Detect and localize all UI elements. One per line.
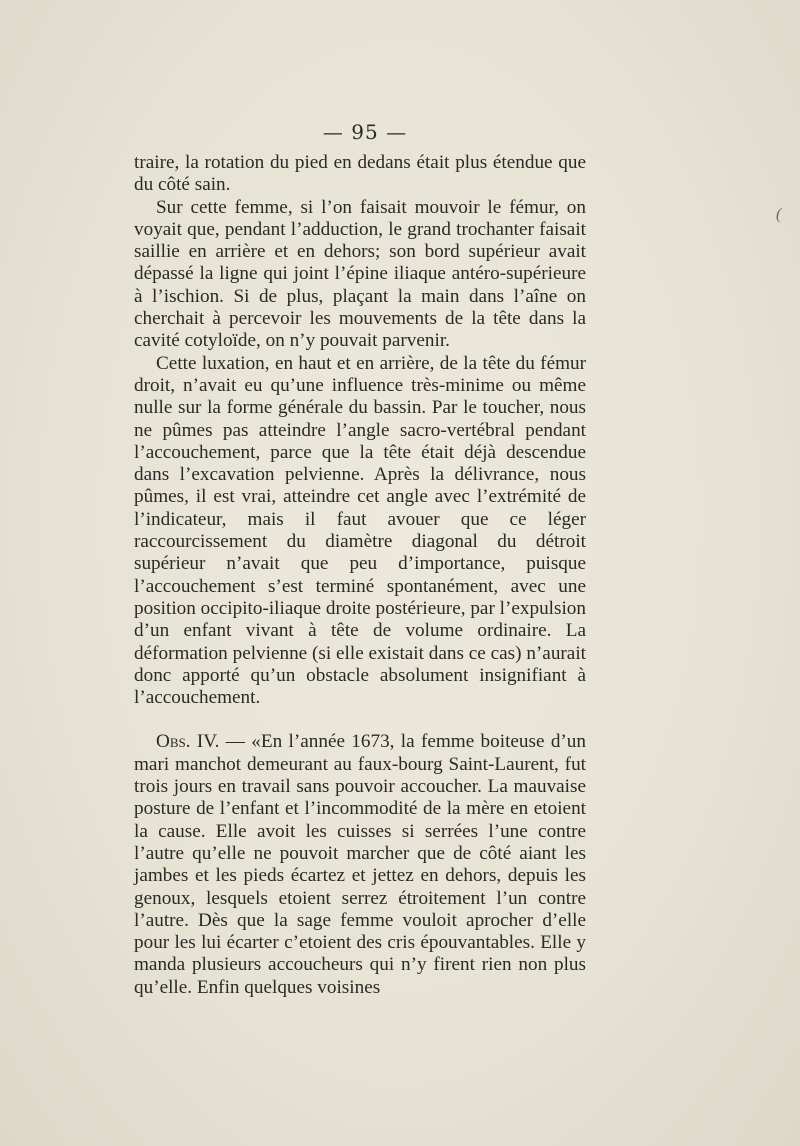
body-text — [134, 152, 586, 999]
observation-label: Obs. IV. — [156, 731, 220, 753]
paragraph-continuation: traire, la rotation du pied en dedans était plus étendue que du côté sain. — [134, 152, 586, 196]
observation-text: — «En l’année 1673, la femme boiteuse d’un mari manchot demeurant au faux-bourg Saint-Laurent, fut trois jours en travail sans pouvoir accoucher. La mauvaise posture de l’enfant et l’incommodité de la mère en etoient la cause. Elle avoit les cuisses si serrées l’une contre l’autre qu’elle ne pouvoit marcher que de côté aiant les jambes et les pieds écartez et jettez en dehors, depuis les genoux, lesquels etoient serrez étroitement l’un contre l’autre. Dès que la sage femme vouloit aprocher d’elle pour les lui écarter c’etoient des cris épouvantables. Elle y manda plusieurs accoucheurs qui n’y firent rien non plus qu’elle. Enfin quelques voisines — [134, 731, 586, 998]
observation-paragraph — [134, 731, 586, 999]
paragraph-femur-movement: Sur cette femme, si l’on faisait mouvoir le fémur, on voyait que, pendant l’adduction, le grand trochanter faisait saillie en arrière et en dehors; son bord supérieur avait dépassé la ligne qui joint l’épine iliaque antéro-supérieure à l’ischion. Si de plus, plaçant la main dans l’aîne on cherchait à percevoir les mouvements de la tête dans la cavité cotyloïde, on n’y pouvait parvenir. — [134, 196, 586, 352]
margin-mark: ( — [776, 206, 782, 223]
paragraph-luxation: Cette luxation, en haut et en arrière, de la tête du fémur droit, n’avait eu qu’une influence très-minime ou même nulle sur la forme générale du bassin. Par le toucher, nous ne pûmes pas atteindre l’angle sacro-vertébral pendant l’accouchement, parce que la tête était déjà descendue dans l’excavation pelvienne. Après la délivrance, nous pûmes, il est vrai, atteindre cet angle avec l’extrémité de l’indicateur, mais il faut avouer que ce léger raccourcissement du diamètre diagonal du détroit supérieur n’avait que peu d’importance, puisque l’accouchement s’est terminé spontanément, avec une position occipito-iliaque droite postérieure, par l’expulsion d’un enfant vivant à tête de volume ordinaire. La déformation pelvienne (si elle existait dans ce cas) n’aurait donc apporté qu’un obstacle absolument insignifiant à l’accouchement. — [134, 352, 586, 709]
page-number: — 95 — — [322, 120, 408, 144]
